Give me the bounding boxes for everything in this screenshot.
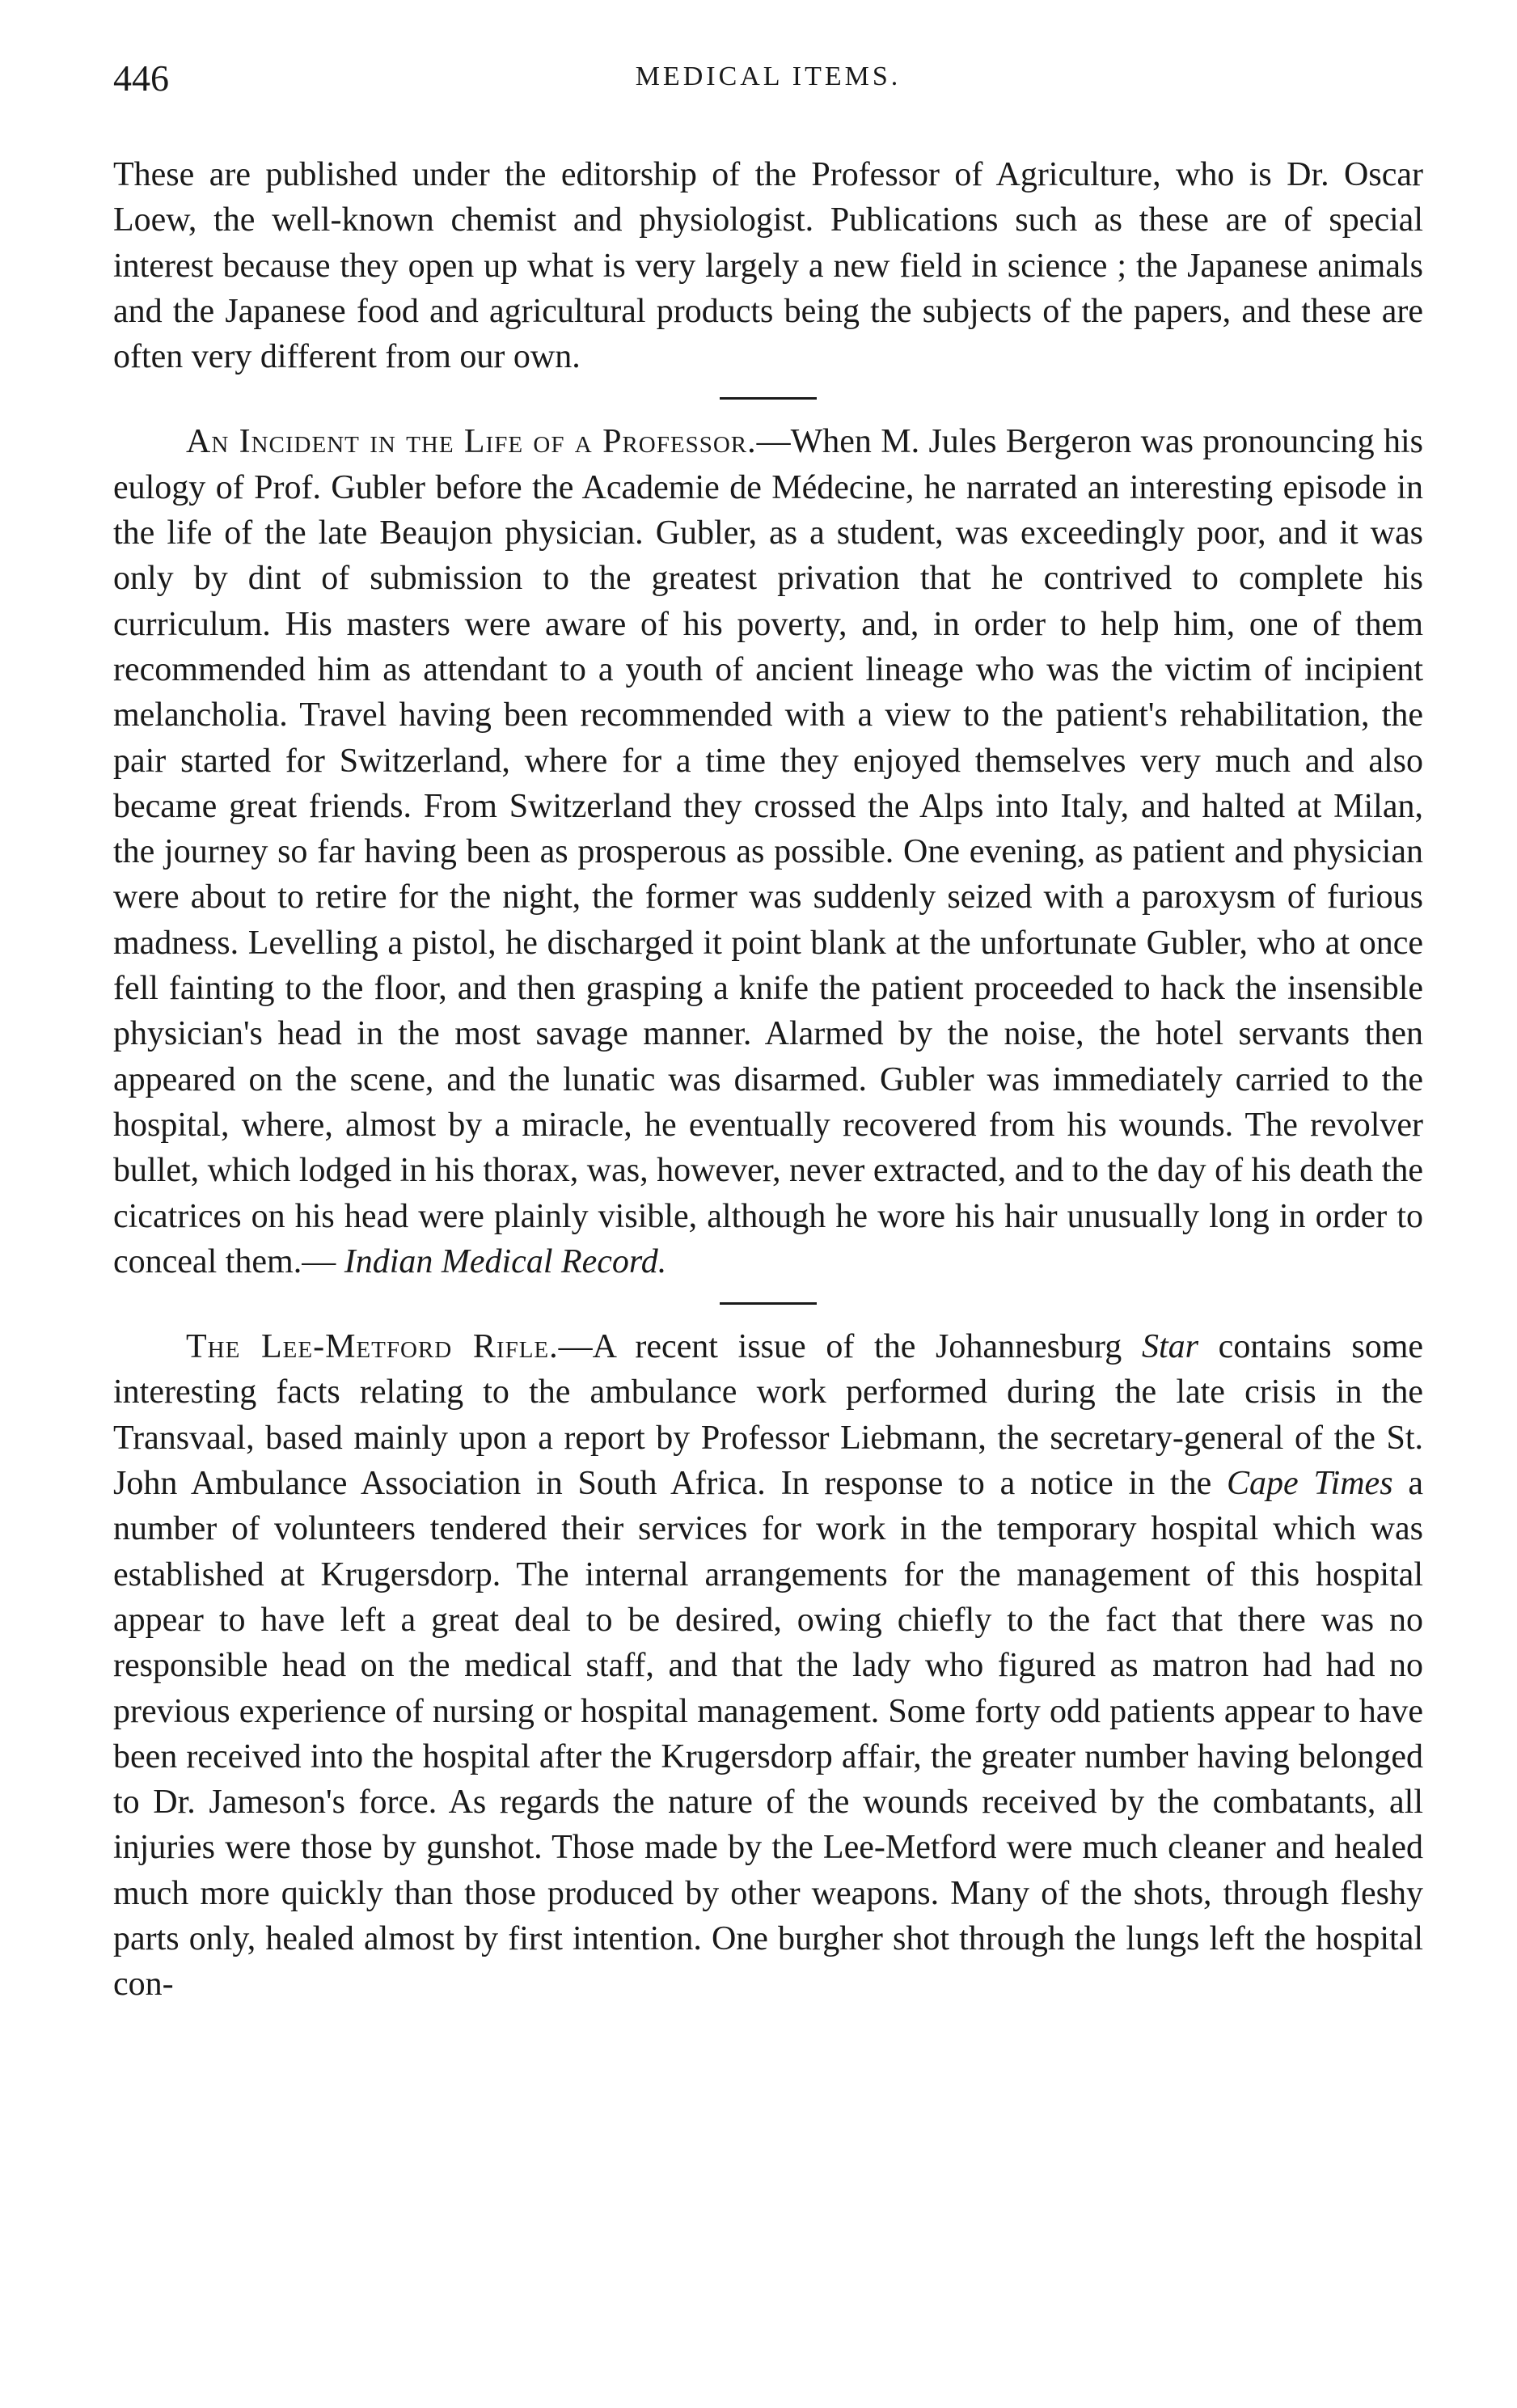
paragraph-agriculture-publications [113,152,1423,379]
article-heading: An Incident in the Life of a Professor. [186,423,757,461]
newspaper-title-cape-times: Cape Times [1227,1465,1393,1503]
heading-dash: — [558,1328,593,1366]
article-body: contains some interesting facts relating to the ambulance work performed during the late crisis in the Transvaal, based mainly upon a report by Professor Liebmann, the secretary-general of the St. John Ambulance Association in South Africa. In response to a notice in the [113,1328,1424,1503]
page-number: 446 [113,57,169,99]
article-body: A recent issue of the Johannesburg [592,1328,1142,1366]
article-heading: The Lee-Metford Rifle. [186,1328,559,1366]
section-divider [720,1302,817,1305]
article-source: Indian Medical Record. [344,1242,667,1280]
paragraph-text: These are published under the editorship of the Professor of Agriculture, who is Dr. Oscar Loew, the well-known chemist and physiologist. Publications such as these are of special interest because they open up what is very largely a new field in science ; the Japanese animals and the Japanese food and agricultural products being the subjects of the papers, and these are often very different from our own. [113,156,1423,376]
page-header [113,57,1423,113]
running-head: MEDICAL ITEMS. [635,61,902,91]
article-body: When M. Jules Bergeron was pronouncing his eulogy of Prof. Gubler before the Academie de Médecine, he narrated an interesting episode in the life of the late Beaujon physician. Gubler, as a student, was exceedingly poor, and it was only by dint of submission to the greatest privation that he contrived to complete his curriculum. His masters were aware of his poverty, and, in order to help him, one of them recommended him as attendant to a youth of ancient lineage who was the victim of incipient melancholia. Travel having been recommended with a view to the patient's rehabilitation, the pair started for Switzerland, where for a time they enjoyed themselves very much and also became great friends. From Switzerland they crossed the Alps into Italy, and halted at Milan, the journey so far having been as prosperous as possible. One evening, as patient and physician were about to retire for the night, the former was suddenly seized with a paroxysm of furious madness. Levelling a pistol, he discharged it point blank at the unfortunate Gubler, who at once fell fainting to the floor, and then grasping a knife the patient proceeded to hack the insensible physician's head in the most savage manner. Alarmed by the noise, the hotel servants then appeared on the scene, and the lunatic was disarmed. Gubler was immediately carried to the hospital, where, almost by a miracle, he eventually recovered from his wounds. The revolver bullet, which lodged in his thorax, was, however, never extracted, and to the day of his death the cicatrices on his head were plainly visible, although he wore his hair unusually long in order to conceal them.— [113,423,1423,1280]
article-body: a number of volunteers tendered their services for work in the temporary hospital which was established at Krugersdorp. The internal arrangements for the management of this hospital appear to have left a great deal to be desired, owing chiefly to the fact that there was no responsible head on the medical staff, and that the lady who figured as matron had had no previous experience of nursing or hospital management. Some forty odd patients appear to have been received into the hospital after the Krugersdorp affair, the greater number having belonged to Dr. Jameson's force. As regards the nature of the wounds received by the combatants, all injuries were those by gunshot. Those made by the Lee-Metford were much cleaner and healed much more quickly than those produced by other weapons. Many of the shots, through fleshy parts only, healed almost by first intention. One burgher shot through the lungs left the hospital con- [113,1465,1423,2004]
newspaper-title-star: Star [1141,1328,1198,1366]
article-incident-professor [113,419,1423,1284]
section-divider [720,397,817,400]
heading-dash: — [756,423,791,461]
article-lee-metford-rifle [113,1324,1423,2007]
book-page [113,57,1423,2370]
